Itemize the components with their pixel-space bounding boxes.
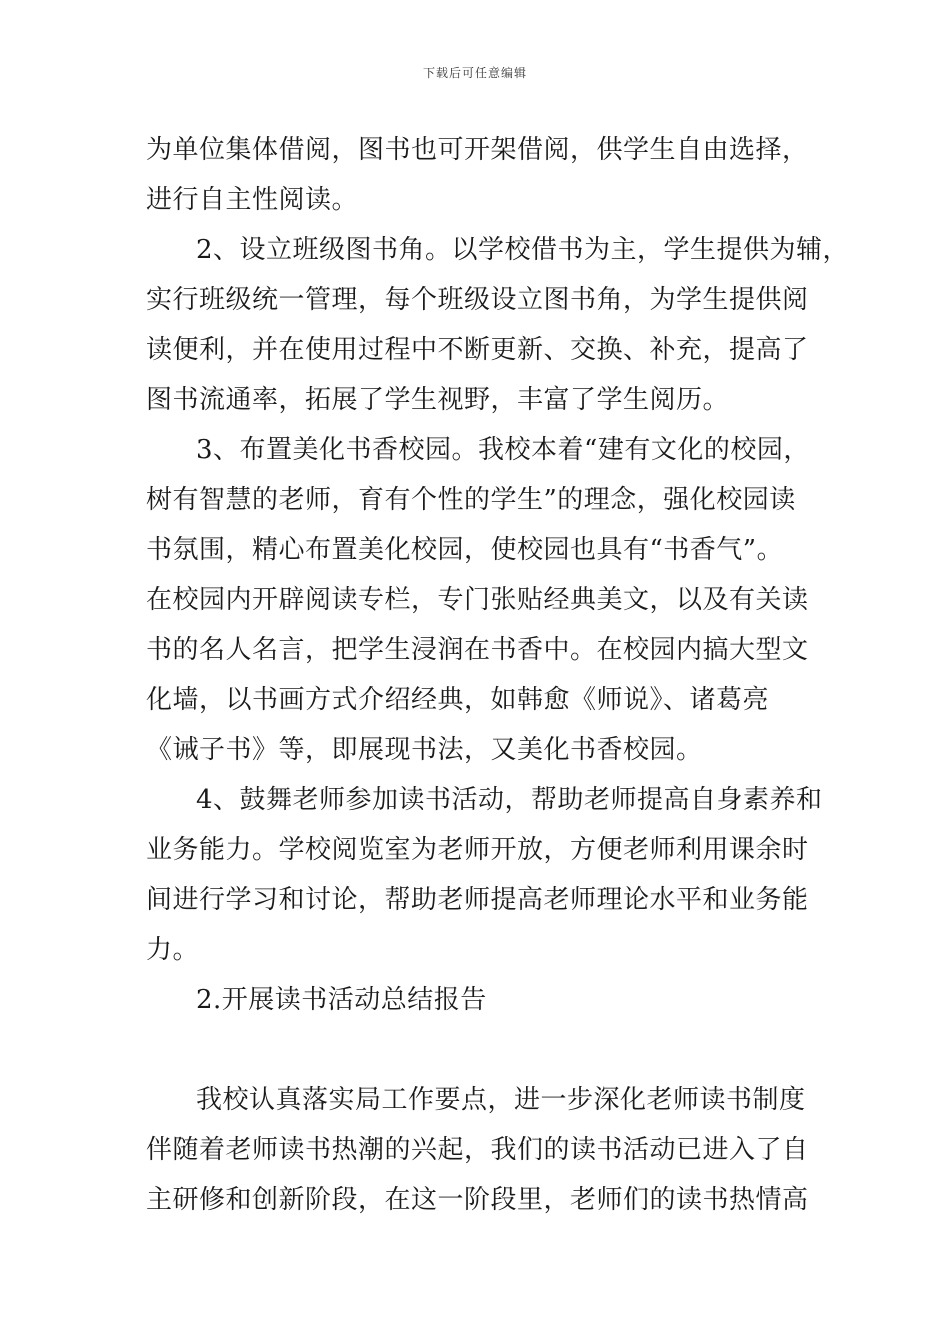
paragraph-start-line: 2、设立班级图书角。以学校借书为主，学生提供为辅，: [196, 235, 850, 265]
text-line: 在校园内开辟阅读专栏，专门张贴经典美文，以及有关读: [146, 585, 809, 615]
text-line: 读便利，并在使用过程中不断更新、交换、补充，提高了: [146, 335, 809, 365]
text-line: 化墙，以书画方式介绍经典，如韩愈《师说》、诸葛亮: [146, 685, 770, 715]
page-header: 下载后可任意编辑: [422, 66, 527, 80]
text-line: 树有智慧的老师，育有个性的学生”的理念，强化校园读: [146, 485, 796, 515]
text-line: 实行班级统一管理，每个班级设立图书角，为学生提供阅: [146, 285, 809, 315]
text-line: 书的名人名言，把学生浸润在书香中。在校园内搞大型文: [146, 635, 809, 665]
paragraph-start-line: 我校认真落实局工作要点，进一步深化老师读书制度: [196, 1085, 806, 1115]
text-line: 图书流通率，拓展了学生视野，丰富了学生阅历。: [146, 385, 730, 415]
paragraph-start-line: 3、布置美化书香校园。我校本着“建有文化的校园，: [196, 435, 810, 465]
text-line: 《诫子书》等，即展现书法，又美化书香校园。: [146, 735, 703, 765]
text-line: 进行自主性阅读。: [146, 185, 359, 215]
text-line: 为单位集体借阅，图书也可开架借阅，供学生自由选择，: [146, 135, 809, 165]
text-line: 主研修和创新阶段，在这一阶段里，老师们的读书热情高: [146, 1185, 809, 1215]
text-line: 书氛围，精心布置美化校园，使校园也具有“书香气”。: [146, 535, 784, 565]
text-line: 力。: [146, 935, 200, 965]
text-line: 业务能力。学校阅览室为老师开放，方便老师利用课余时: [146, 835, 809, 865]
text-line: 间进行学习和讨论，帮助老师提高老师理论水平和业务能: [146, 885, 809, 915]
text-line: 伴随着老师读书热潮的兴起，我们的读书活动已进入了自: [146, 1135, 809, 1165]
section-heading: 2.开展读书活动总结报告: [196, 985, 487, 1015]
paragraph-start-line: 4、鼓舞老师参加读书活动，帮助老师提高自身素养和: [196, 785, 823, 815]
